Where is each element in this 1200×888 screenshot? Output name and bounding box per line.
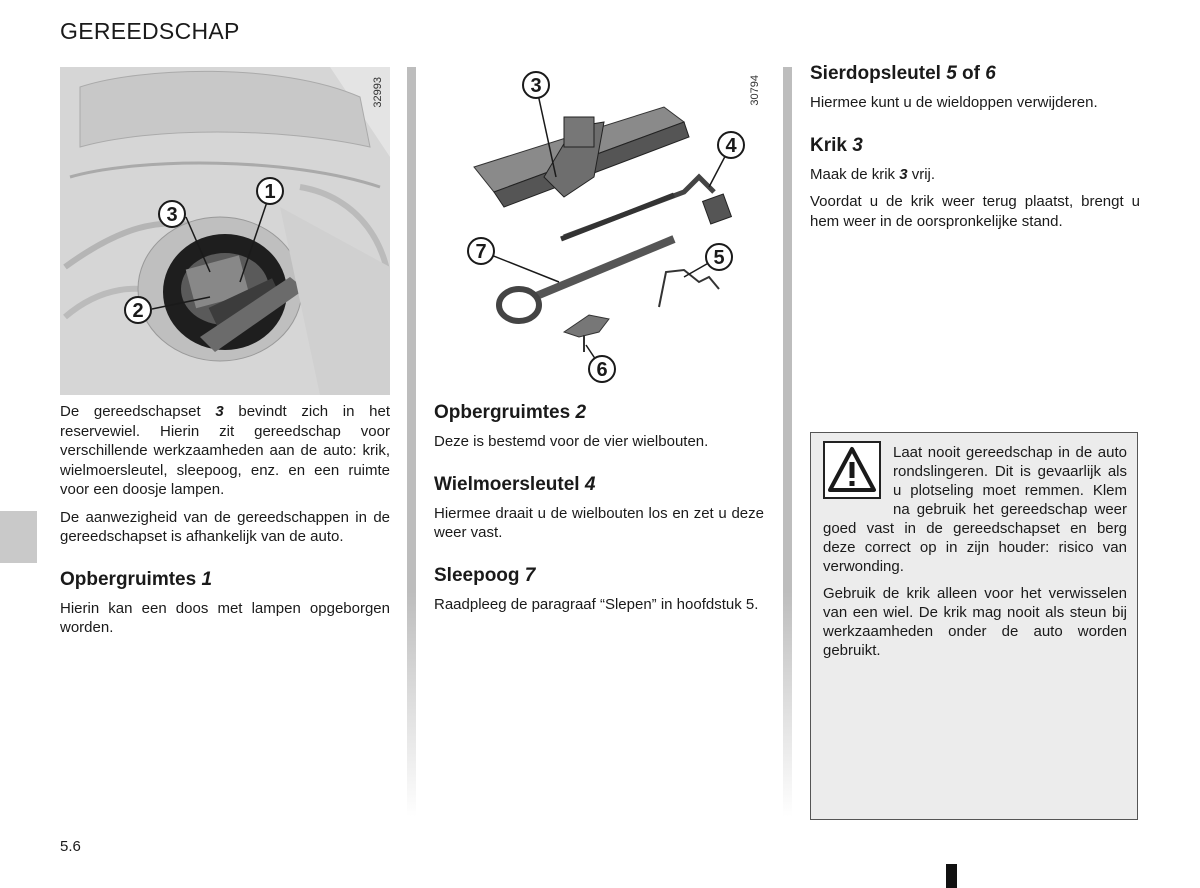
svg-text:3: 3: [166, 204, 178, 226]
column-divider: [407, 67, 416, 817]
svg-text:2: 2: [132, 300, 144, 322]
callout-3: [159, 201, 185, 227]
section-heading: Wielmoersleutel 4: [434, 473, 596, 495]
column-1-text: [60, 402, 390, 638]
figure-id: 32993: [372, 77, 384, 108]
callout-3: [523, 72, 549, 98]
page-number: 5.6: [60, 838, 81, 855]
warning-paragraph: Gebruik de krik alleen voor het verwisselen van een wiel. De krik mag nooit als steun bij werkzaamheden onder de auto worden gebruikt.: [823, 585, 1127, 659]
figure-id: 30794: [749, 75, 761, 106]
section-heading: Sleepoog 7: [434, 564, 536, 586]
section-paragraph: Hiermee kunt u de wieldoppen verwijderen.: [810, 94, 1098, 111]
column-3-text: [810, 63, 1140, 231]
section-paragraph: Deze is bestemd voor de vier wielbouten.: [434, 433, 709, 450]
section-heading: Opbergruimtes 1: [60, 568, 213, 590]
callout-7: [468, 238, 494, 264]
section-paragraph: Voordat u de krik weer terug plaatst, brengt u hem weer in de oorspronkelijke stand.: [810, 193, 1140, 230]
trunk-illustration: [60, 67, 390, 395]
intro-paragraph: De gereedschapset 3 bevindt zich in het reservewiel. Hierin zit gereedschap voor verschillende werkzaamheden aan de auto: krik, wielmoersleutel, sleepoog, enz. en een ruimte voor een doosje lampen.: [60, 403, 390, 498]
availability-paragraph: De aanwezigheid van de gereedschappen in de gereedschapset is afhankelijk van de auto.: [60, 508, 390, 545]
section-heading: Krik 3: [810, 134, 863, 156]
trunk-figure: [60, 67, 390, 395]
callout-2: [125, 297, 151, 323]
warning-paragraph: Laat nooit gereedschap in de auto rondslingeren. Dit is gevaarlijk als u plotseling moet remmen. Klem na gebruik het gereedschap weer goed vast in de gereedschapset en berg deze correct op in zijn houder: risico van verwonding.: [823, 444, 1127, 575]
column-2-text: [434, 402, 764, 614]
warning-box: [810, 432, 1138, 820]
tools-illustration: [434, 67, 762, 395]
section-paragraph: Hiermee draait u de wielbouten los en zet u deze weer vast.: [434, 504, 764, 541]
section-paragraph: Maak de krik 3 vrij.: [810, 165, 936, 183]
page-title: GEREEDSCHAP: [60, 18, 240, 44]
callout-4: [718, 132, 744, 158]
tools-figure: [434, 67, 762, 395]
callout-5: [706, 244, 732, 270]
svg-text:5: 5: [713, 247, 725, 269]
svg-text:1: 1: [264, 181, 276, 203]
svg-text:7: 7: [475, 241, 487, 263]
callout-1: [257, 178, 283, 204]
section-heading: Sierdopsleutel 5 of 6: [810, 63, 996, 84]
svg-text:6: 6: [596, 359, 608, 381]
section-paragraph: Raadpleeg de paragraaf “Slepen” in hoofdstuk 5.: [434, 595, 759, 613]
page-marker: [946, 864, 957, 888]
section-paragraph: Hierin kan een doos met lampen opgeborgen worden.: [60, 599, 390, 636]
section-heading: Opbergruimtes 2: [434, 402, 587, 423]
column-divider: [783, 67, 792, 817]
chapter-tab: [0, 511, 37, 563]
svg-text:3: 3: [530, 75, 542, 97]
callout-6: [589, 356, 615, 382]
svg-text:4: 4: [725, 135, 737, 157]
